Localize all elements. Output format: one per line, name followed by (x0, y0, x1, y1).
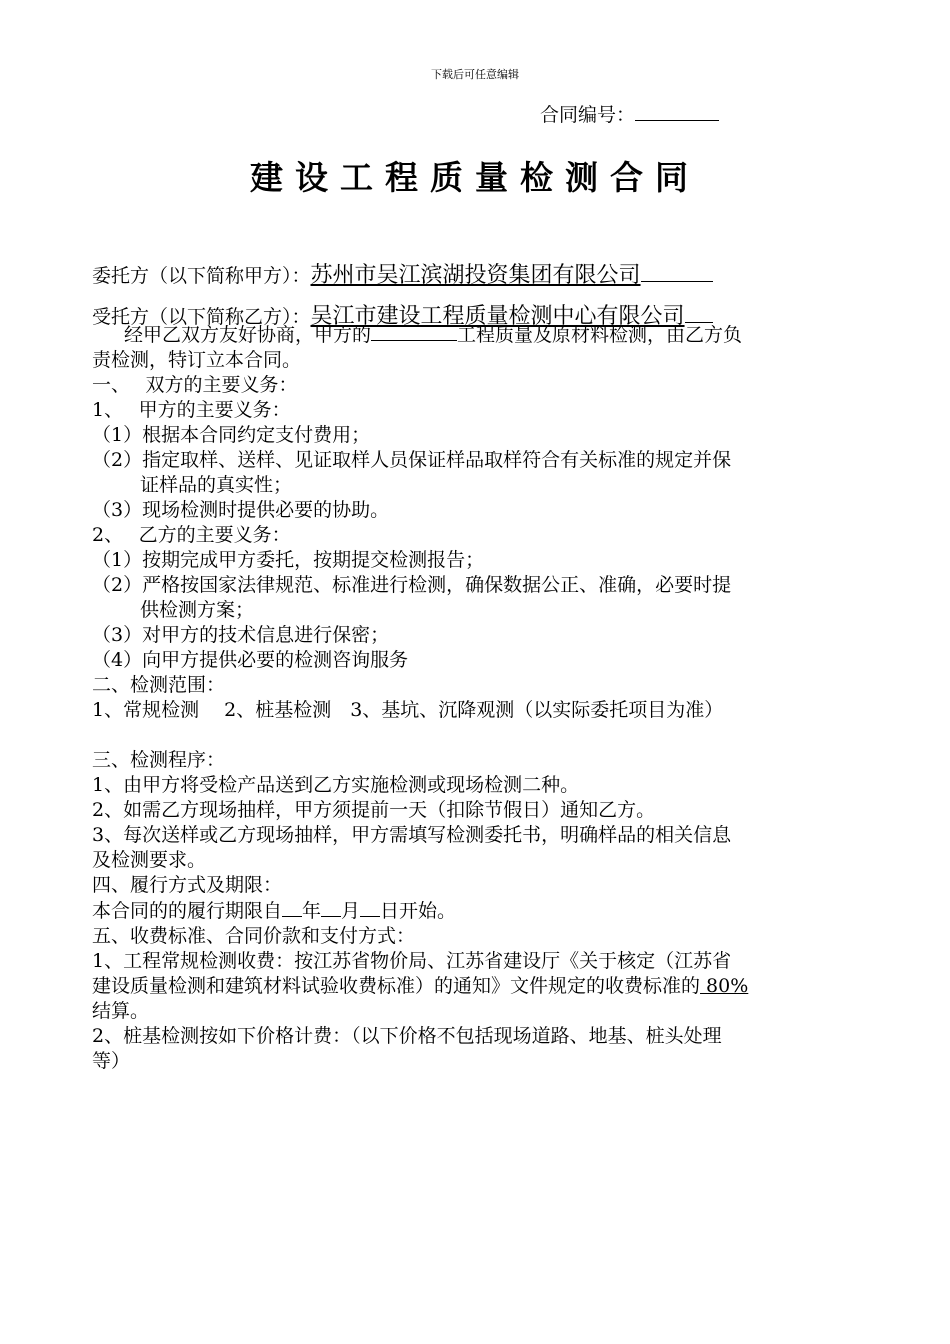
year-label: 年 (302, 900, 322, 922)
day-label: 日开始。 (380, 900, 457, 922)
party-b-duty-4: （4）向甲方提供必要的检测咨询服务 (92, 649, 409, 671)
fee-1-line-1: 1、工程常规检测收费：按江苏省物价局、江苏省建设厅《关于核定（江苏省 (92, 950, 732, 972)
contract-number-blank (635, 102, 719, 121)
day-blank (360, 898, 380, 917)
procedure-2: 2、如需乙方现场抽样，甲方须提前一天（扣除节假日）通知乙方。 (92, 799, 656, 821)
term-text: 本合同的的履行期限自 (92, 900, 283, 922)
month-label: 月 (341, 900, 361, 922)
contract-number-label: 合同编号： (540, 104, 636, 126)
party-a-duties-heading: 1、 甲方的主要义务： (92, 399, 291, 421)
procedure-3-line-2: 及检测要求。 (92, 849, 207, 871)
party-b-duty-2-line-1: （2）严格按国家法律规范、标准进行检测，确保数据公正、准确，必要时提 (92, 574, 732, 596)
contractor-name-blank (685, 304, 713, 323)
party-b-duty-2-line-2: 供检测方案； (140, 599, 255, 621)
fee-1-line-2-text: 建设质量检测和建筑材料试验收费标准）的通知》文件规定的收费标准的 (92, 975, 701, 997)
blank-line (92, 723, 867, 748)
document-title: 建设工程质量检测合同 (250, 158, 700, 197)
section-4-heading: 四、履行方式及期限： (92, 874, 283, 896)
party-b-duties-heading: 2、 乙方的主要义务： (92, 524, 291, 546)
section-5-heading: 五、收费标准、合同价款和支付方式： (92, 925, 416, 947)
fee-1-line-2 (92, 974, 867, 999)
intro-text-1: 经甲乙双方友好协商，甲方的 (124, 324, 372, 346)
fee-1-line-3: 结算。 (92, 1000, 150, 1022)
intro-line-2: 责检测，特订立本合同。 (92, 349, 302, 371)
intro-text-2: 工程质量及原材料检测，由乙方负 (457, 324, 743, 346)
fee-2-line-2: 等） (92, 1050, 131, 1072)
download-note: 下载后可任意编辑 (431, 68, 519, 81)
month-blank (321, 898, 341, 917)
fee-percent: 80% (700, 975, 749, 997)
client-party (92, 258, 713, 289)
fee-2-line-1: 2、桩基检测按如下价格计费：（以下价格不包括现场道路、地基、桩头处理 (92, 1025, 722, 1047)
project-name-blank (371, 322, 457, 341)
party-a-duty-2-line-1: （2）指定取样、送样、见证取样人员保证样品取样符合有关标准的规定并保 (92, 449, 732, 471)
procedure-3-line-1: 3、每次送样或乙方现场抽样，甲方需填写检测委托书，明确样品的相关信息 (92, 824, 732, 846)
party-b-duty-1: （1）按期完成甲方委托，按期提交检测报告； (92, 549, 485, 571)
section-1-heading: 一、 双方的主要义务： (92, 374, 298, 396)
party-b-duty-3: （3）对甲方的技术信息进行保密； (92, 624, 390, 646)
section-3-heading: 三、检测程序： (92, 749, 226, 771)
section-2-heading: 二、检测范围： (92, 674, 226, 696)
year-blank (282, 898, 302, 917)
party-a-duty-2-line-2: 证样品的真实性； (140, 474, 293, 496)
contract-number (540, 100, 719, 127)
intro-line-1 (92, 322, 867, 348)
client-name-blank (641, 263, 713, 282)
client-label: 委托方（以下简称甲方）： (92, 265, 311, 287)
procedure-1: 1、由甲方将受检产品送到乙方实施检测或现场检测二种。 (92, 774, 580, 796)
party-a-duty-1: （1）根据本合同约定支付费用； (92, 424, 371, 446)
scope-items: 1、常规检测 2、桩基检测 3、基坑、沉降观测（以实际委托项目为准） (92, 699, 724, 721)
contract-body (92, 322, 867, 1074)
party-a-duty-3: （3）现场检测时提供必要的协助。 (92, 499, 390, 521)
contractor-name: 吴江市建设工程质量检测中心有限公司 (310, 304, 685, 329)
contractor-label: 受托方（以下简称乙方）： (92, 306, 311, 328)
client-name: 苏州市吴江滨湖投资集团有限公司 (310, 263, 641, 288)
term-line (92, 898, 867, 924)
